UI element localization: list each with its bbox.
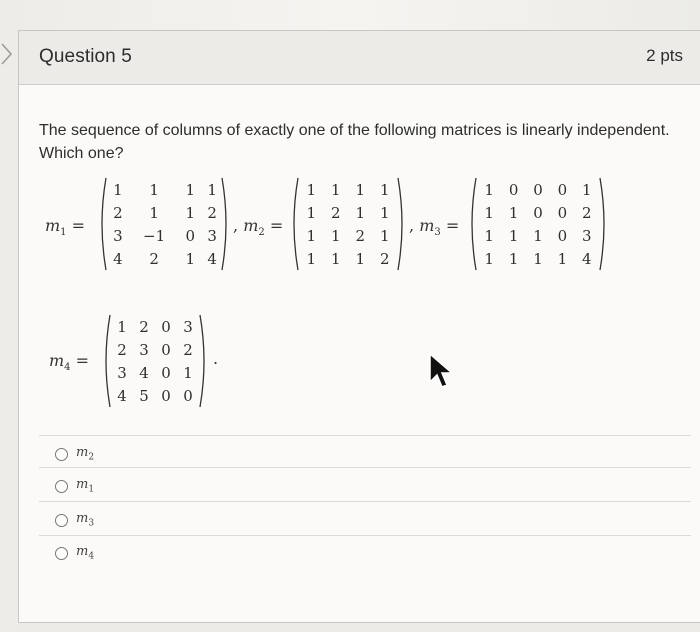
m1-label: $m_1$ =: [45, 216, 86, 239]
matrix-cell: 4: [117, 386, 127, 405]
matrix-cell: 1: [582, 180, 592, 199]
question-points: 2 pts: [646, 46, 683, 65]
matrix-cell: 1: [557, 249, 568, 268]
matrix-row: [111, 384, 199, 407]
matrix-m2-grid: [299, 178, 397, 270]
matrix-cell: 1: [149, 203, 159, 222]
matrix-m1-grid: [107, 178, 223, 270]
matrix-row: [477, 224, 599, 247]
matrix-cell: 0: [533, 180, 543, 199]
matrix-m2: [289, 176, 407, 272]
matrix-cell: 0: [161, 340, 171, 359]
matrix-cell: 1: [355, 180, 366, 199]
matrix-cell: 1: [185, 203, 196, 222]
matrix-row: [299, 201, 397, 224]
matrix-row: [111, 315, 199, 338]
matrix-cell: 1: [185, 180, 196, 199]
matrix-row: [111, 338, 199, 361]
left-paren-icon: [101, 313, 111, 409]
matrix-cell: 0: [557, 180, 568, 199]
matrix-cell: 1: [306, 249, 317, 268]
matrix-m3-grid: [477, 178, 599, 270]
matrix-cell: 1: [185, 249, 196, 268]
matrix-row: [107, 224, 223, 247]
matrix-cell: 1: [508, 249, 519, 268]
matrix-cell: 1: [484, 226, 494, 245]
right-paren-icon: [397, 176, 407, 272]
matrix-cell: 1: [484, 249, 494, 268]
matrix-cell: 1: [379, 203, 390, 222]
choice-m1[interactable]: [55, 475, 94, 497]
matrix-cell: 2: [582, 203, 592, 222]
matrix-cell: 2: [379, 249, 390, 268]
matrix-row: [477, 201, 599, 224]
matrix-row: [111, 361, 199, 384]
matrix-cell: 1: [306, 203, 317, 222]
right-paren-icon: [221, 176, 231, 272]
m4-period: .: [213, 349, 219, 368]
matrix-cell: 1: [113, 180, 123, 199]
matrix-cell: 0: [557, 226, 568, 245]
matrix-m3: [467, 176, 609, 272]
matrix-cell: 0: [161, 317, 171, 336]
matrix-cell: 4: [207, 249, 217, 268]
matrix-row: [107, 247, 223, 270]
matrix-row: [299, 224, 397, 247]
matrix-cell: 2: [117, 340, 127, 359]
matrix-cell: 1: [183, 363, 193, 382]
matrix-row: [299, 178, 397, 201]
divider: [39, 467, 691, 468]
choice-label: $m_2$: [76, 445, 95, 463]
matrix-m4: [101, 313, 209, 409]
matrix-row: [107, 201, 223, 224]
matrix-cell: −1: [143, 226, 166, 245]
matrix-cell: 0: [161, 363, 171, 382]
divider: [39, 501, 691, 502]
matrix-cell: 1: [379, 180, 390, 199]
matrix-cell: 1: [533, 226, 543, 245]
left-paren-icon: [97, 176, 107, 272]
matrix-cell: 1: [207, 180, 217, 199]
matrix-cell: 1: [484, 203, 494, 222]
matrix-cell: 3: [183, 317, 193, 336]
matrix-cell: 4: [582, 249, 592, 268]
matrix-cell: 1: [117, 317, 127, 336]
matrix-row: [477, 178, 599, 201]
matrix-cell: 2: [149, 249, 159, 268]
matrix-row: [299, 247, 397, 270]
radio-button[interactable]: [55, 480, 68, 493]
matrix-cell: 0: [185, 226, 196, 245]
matrix-cell: 0: [161, 386, 171, 405]
matrix-cell: 0: [557, 203, 568, 222]
left-paren-icon: [467, 176, 477, 272]
matrix-cell: 1: [508, 226, 519, 245]
matrix-cell: 1: [355, 249, 366, 268]
question-card: [18, 30, 700, 630]
matrix-cell: 2: [207, 203, 217, 222]
matrix-row: [107, 178, 223, 201]
radio-button[interactable]: [55, 514, 68, 527]
matrix-cell: 2: [183, 340, 193, 359]
matrix-cell: 1: [379, 226, 390, 245]
choice-label: $m_1$: [76, 477, 95, 495]
radio-button[interactable]: [55, 547, 68, 560]
matrix-cell: 3: [113, 226, 123, 245]
matrix-cell: 2: [330, 203, 341, 222]
matrix-cell: 1: [508, 203, 519, 222]
matrix-cell: 1: [306, 180, 317, 199]
choice-label: $m_4$: [76, 544, 95, 562]
matrix-cell: 2: [355, 226, 366, 245]
matrix-cell: 3: [117, 363, 127, 382]
matrix-cell: 1: [306, 226, 317, 245]
matrix-cell: 2: [139, 317, 149, 336]
m3-label: , $m_3$ =: [409, 216, 460, 239]
choice-label: $m_3$: [76, 511, 95, 529]
mouse-pointer-icon: [428, 352, 458, 392]
m2-label: , $m_2$ =: [233, 216, 284, 239]
matrix-cell: 2: [113, 203, 123, 222]
question-prompt: The sequence of columns of exactly one of the following matrices is linearly independent. Which one?: [39, 122, 670, 162]
chevron-right-icon[interactable]: [0, 40, 14, 68]
question-title: Question 5: [39, 46, 132, 67]
matrix-cell: 1: [330, 226, 341, 245]
matrix-m4-grid: [111, 315, 199, 407]
matrix-cell: 3: [582, 226, 592, 245]
matrix-cell: 0: [183, 386, 193, 405]
matrix-cell: 3: [207, 226, 217, 245]
matrix-cell: 5: [139, 386, 149, 405]
matrix-cell: 1: [149, 180, 159, 199]
next-card-edge: [18, 622, 700, 632]
matrix-cell: 1: [533, 249, 543, 268]
matrix-row: [477, 247, 599, 270]
radio-button[interactable]: [55, 448, 68, 461]
matrix-cell: 1: [355, 203, 366, 222]
matrix-cell: 1: [484, 180, 494, 199]
matrix-cell: 4: [113, 249, 123, 268]
left-paren-icon: [289, 176, 299, 272]
divider: [39, 435, 691, 436]
m4-label: $m_4$ =: [49, 351, 90, 374]
matrix-m1: [97, 176, 231, 272]
choice-m2[interactable]: [55, 443, 94, 465]
matrix-cell: 3: [139, 340, 149, 359]
matrix-cell: 0: [508, 180, 519, 199]
matrix-cell: 4: [139, 363, 149, 382]
matrix-cell: 1: [330, 249, 341, 268]
divider: [39, 535, 691, 536]
choice-m3[interactable]: [55, 509, 94, 531]
question-header: [19, 31, 700, 85]
matrix-cell: 0: [533, 203, 543, 222]
choice-m4[interactable]: [55, 542, 94, 564]
right-paren-icon: [199, 313, 209, 409]
matrix-cell: 1: [330, 180, 341, 199]
right-paren-icon: [599, 176, 609, 272]
